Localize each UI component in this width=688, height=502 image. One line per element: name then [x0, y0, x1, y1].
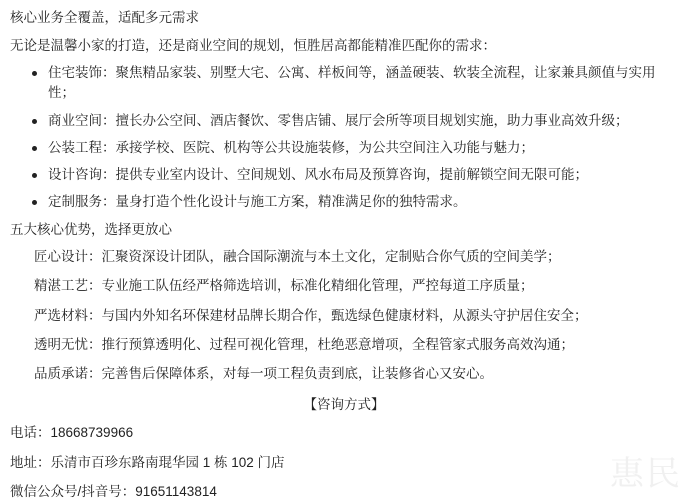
services-list: [10, 63, 678, 213]
list-item: 公装工程：承接学校、医院、机构等公共设施装修，为公共空间注入功能与魅力；: [32, 138, 678, 158]
page-title: 核心业务全覆盖，适配多元需求: [10, 10, 199, 25]
contact-address: 地址：乐清市百珍东路南琨华园 1 栋 102 门店: [10, 454, 285, 470]
contact-phone: 电话：18668739966: [10, 425, 134, 441]
list-item: 匠心设计：汇聚资深设计团队，融合国际潮流与本土文化，定制贴合你气质的空间美学；: [34, 249, 561, 265]
list-item: 定制服务：量身打造个性化设计与施工方案，精准满足你的独特需求。: [32, 192, 678, 212]
intro-paragraph: 无论是温馨小家的打造，还是商业空间的规划，恒胜居高都能精准匹配你的需求：: [10, 37, 496, 53]
contact-title: 【咨询方式】: [303, 397, 385, 413]
list-item: 严选材料：与国内外知名环保建材品牌长期合作，甄选绿色健康材料，从源头守护居住安全；: [34, 307, 588, 323]
list-item: 住宅装饰：聚焦精品家装、别墅大宅、公寓、样板间等，涵盖硬装、软装全流程，让家兼具颜值与实用性；: [32, 63, 678, 104]
advantages-list: [10, 247, 678, 384]
list-item: 商业空间：擅长办公空间、酒店餐饮、零售店铺、展厅会所等项目规划实施，助力事业高效升级；: [32, 111, 678, 131]
advantages-title: 五大核心优势，选择更放心: [10, 221, 172, 237]
list-item: 透明无忧：推行预算透明化、过程可视化管理，杜绝恶意增项，全程管家式服务高效沟通；: [34, 336, 574, 352]
watermark: 惠民: [610, 456, 682, 493]
contact-social: 微信公众号/抖音号：91651143814: [10, 483, 217, 499]
list-item: 设计咨询：提供专业室内设计、空间规划、风水布局及预算咨询，提前解锁空间无限可能；: [32, 165, 678, 185]
list-item: 精湛工艺：专业施工队伍经严格筛选培训，标准化精细化管理，严控每道工序质量；: [34, 278, 534, 294]
list-item: 品质承诺：完善售后保障体系，对每一项工程负责到底，让装修省心又安心。: [34, 366, 493, 382]
